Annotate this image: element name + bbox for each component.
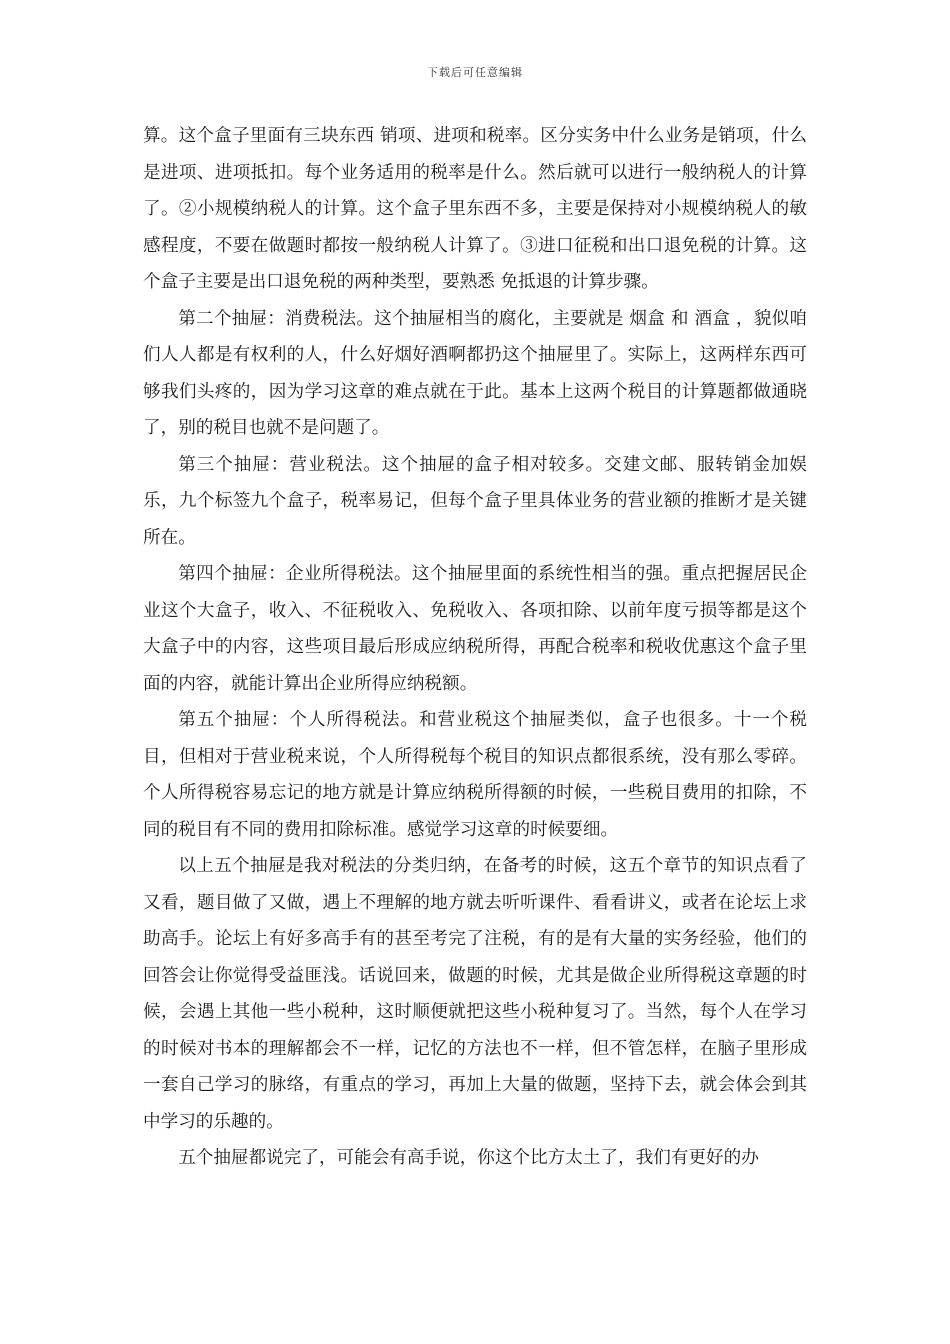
- paragraph-continuation: 算。这个盒子里面有三块东西 销项、进项和税率。区分实务中什么业务是销项，什么是进项、进项抵扣。每个业务适用的税率是什么。然后就可以进行一般纳税人的计算了。②小规模纳税人的计算。这个盒子里东西不多，主要是保持对小规模纳税人的敏感程度，不要在做题时都按一般纳税人计算了。③进口征税和出口退免税的计算。这个盒子主要是出口退免税的两种类型，要熟悉 免抵退的计算步骤。: [143, 126, 807, 292]
- page-header: 下载后可任意编辑: [427, 66, 523, 79]
- document-body: [143, 118, 807, 1177]
- paragraph-corporate-income-tax: 第四个抽屉：企业所得税法。这个抽屉里面的系统性相当的强。重点把握居民企业这个大盒子，收入、不征税收入、免税收入、各项扣除、以前年度亏损等都是这个大盒子中的内容，这些项目最后形成应纳税所得，再配合税率和税收优惠这个盒子里面的内容，就能计算出企业所得应纳税额。: [143, 564, 807, 694]
- paragraph-consumption-tax: 第二个抽屉：消费税法。这个抽屉相当的腐化，主要就是 烟盒 和 酒盒 ，貌似咱们人人都是有权利的人，什么好烟好酒啊都扔这个抽屉里了。实际上，这两样东西可够我们头疼的，因为学习这章的难点就在于此。基本上这两个税目的计算题都做通晓了，别的税目也就不是问题了。: [143, 308, 807, 438]
- paragraph-closing: 五个抽屉都说完了，可能会有高手说，你这个比方太土了，我们有更好的办: [178, 1148, 759, 1168]
- paragraph-business-tax: 第三个抽屉：营业税法。这个抽屉的盒子相对较多。交建文邮、服转销金加娱乐，九个标签九个盒子，税率易记，但每个盒子里具体业务的营业额的推断才是关键所在。: [143, 454, 807, 548]
- paragraph-personal-income-tax: 第五个抽屉：个人所得税法。和营业税这个抽屉类似，盒子也很多。十一个税目，但相对于营业税来说，个人所得税每个税目的知识点都很系统，没有那么零碎。个人所得税容易忘记的地方就是计算应纳税所得额的时候，一些税目费用的扣除，不同的税目有不同的费用扣除标准。感觉学习这章的时候要细。: [143, 710, 807, 840]
- paragraph-summary: 以上五个抽屉是我对税法的分类归纳，在备考的时候，这五个章节的知识点看了又看，题目做了又做，遇上不理解的地方就去听听课件、看看讲义，或者在论坛上求助高手。论坛上有好多高手有的甚至考完了注税，有的是有大量的实务经验，他们的回答会让你觉得受益匪浅。话说回来，做题的时候，尤其是做企业所得税这章题的时候，会遇上其他一些小税种，这时顺便就把这些小税种复习了。当然，每个人在学习的时候对书本的理解都会不一样，记忆的方法也不一样，但不管怎样，在脑子里形成一套自己学习的脉络，有重点的学习，再加上大量的做题，坚持下去，就会体会到其中学习的乐趣的。: [143, 856, 807, 1132]
